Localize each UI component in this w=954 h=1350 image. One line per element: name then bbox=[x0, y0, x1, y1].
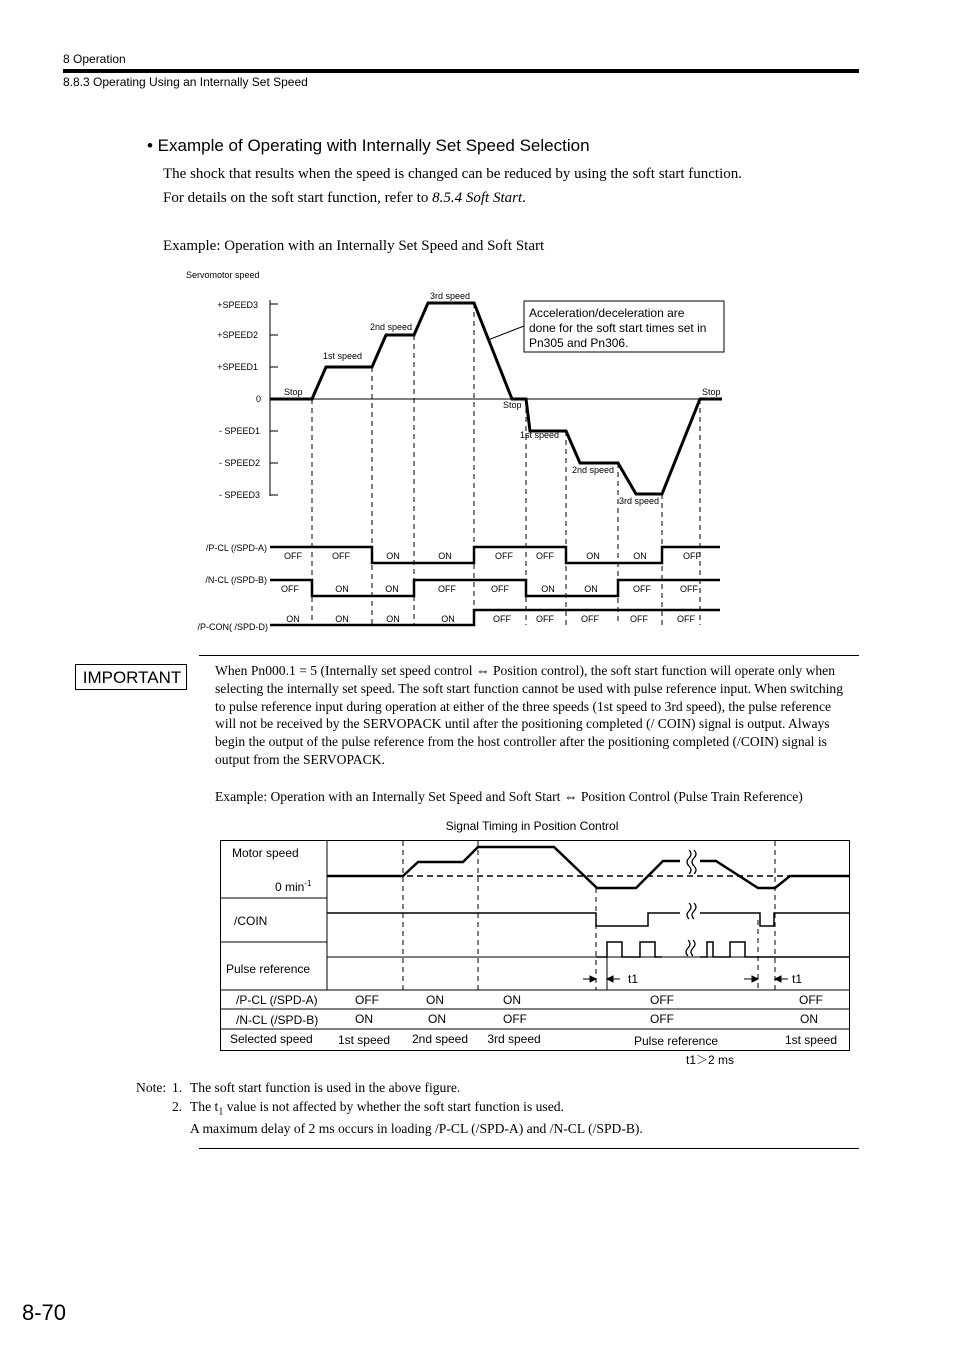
note-2-subscript: 1 bbox=[218, 1106, 224, 1118]
pcl-state-8: ON bbox=[633, 551, 647, 561]
intro-line-1: The shock that results when the speed is changed can be reduced by using the soft start function. bbox=[163, 166, 743, 182]
label-neg-1st-speed: 1st speed bbox=[520, 430, 560, 440]
pcl-state-2: OFF bbox=[332, 551, 350, 561]
callout-line-1: Acceleration/deceleration are bbox=[529, 306, 685, 320]
selected-row-3: 3rd speed bbox=[487, 1032, 541, 1046]
diagram2-title: Signal Timing in Position Control bbox=[445, 819, 619, 833]
ncl-state-3: ON bbox=[385, 584, 399, 594]
pcon-state-4: ON bbox=[441, 614, 455, 624]
ncl-state-2: ON bbox=[335, 584, 349, 594]
pcl-row-3: ON bbox=[503, 993, 521, 1007]
header-chapter: 8 Operation bbox=[63, 52, 126, 66]
pcl-state-9: OFF bbox=[683, 551, 701, 561]
ncl-state-5: OFF bbox=[491, 584, 509, 594]
pcon-state-3: ON bbox=[386, 614, 400, 624]
ncl-row-1: ON bbox=[355, 1012, 373, 1026]
label-neg-3rd-speed: 3rd speed bbox=[619, 496, 660, 506]
label-neg-2nd-speed: 2nd speed bbox=[572, 465, 615, 475]
pcl-state-5: OFF bbox=[495, 551, 513, 561]
callout-line-3: Pn305 and Pn306. bbox=[529, 336, 629, 350]
signal-ncl-name: /N-CL (/SPD-B) bbox=[205, 575, 267, 585]
pcon-state-8: OFF bbox=[630, 614, 648, 624]
pcon-state-5: OFF bbox=[493, 614, 511, 624]
label-1st-speed: 1st speed bbox=[323, 351, 363, 361]
row-motor-speed: Motor speed bbox=[232, 846, 299, 860]
row-coin: /COIN bbox=[234, 914, 268, 928]
ncl-row-2: ON bbox=[428, 1012, 446, 1026]
note-2-part-a: The t bbox=[190, 1099, 219, 1114]
notes-label: Note: bbox=[136, 1080, 167, 1095]
ncl-row-3: OFF bbox=[503, 1012, 527, 1026]
pcl-row-1: OFF bbox=[355, 993, 379, 1007]
level-minus-speed3: - SPEED3 bbox=[218, 490, 260, 500]
important-label: IMPORTANT bbox=[75, 664, 187, 690]
selected-row-4: Pulse reference bbox=[633, 1034, 719, 1048]
label-stop-2: Stop bbox=[503, 400, 522, 410]
pcl-row-4: OFF bbox=[650, 993, 674, 1007]
pcl-state-4: ON bbox=[438, 551, 452, 561]
example-1-caption: Example: Operation with an Internally Set Speed and Soft Start bbox=[163, 238, 545, 254]
row-pcl: /P-CL (/SPD-A) bbox=[236, 993, 318, 1007]
row-pulse-ref: Pulse reference bbox=[226, 962, 311, 976]
level-plus-speed3: +SPEED3 bbox=[217, 300, 258, 310]
note-2-continued: A maximum delay of 2 ms occurs in loading /P-CL (/SPD-A) and /N-CL (/SPD-B). bbox=[190, 1121, 643, 1136]
selected-row-5: 1st speed bbox=[784, 1033, 838, 1047]
pcon-state-6: OFF bbox=[536, 614, 554, 624]
ncl-state-8: OFF bbox=[633, 584, 651, 594]
note-2-number: 2. bbox=[172, 1099, 183, 1114]
soft-start-reference-link[interactable]: 8.5.4 Soft Start bbox=[432, 190, 523, 206]
callout-line-2: done for the soft start times set in bbox=[529, 321, 707, 335]
example-2-caption: Example: Operation with an Internally Set Speed and Soft Start ⇔ Position Control (Pulse Train Reference) bbox=[215, 789, 803, 804]
t1-markers bbox=[583, 942, 788, 990]
note-1-number: 1. bbox=[172, 1080, 183, 1095]
pcl-row-5: OFF bbox=[799, 993, 823, 1007]
selected-row-1: 1st speed bbox=[337, 1033, 391, 1047]
ncl-state-9: OFF bbox=[680, 584, 698, 594]
row-ncl: /N-CL (/SPD-B) bbox=[236, 1013, 319, 1027]
header-section: 8.8.3 Operating Using an Internally Set Speed bbox=[63, 75, 308, 89]
ncl-state-4: OFF bbox=[438, 584, 456, 594]
pcl-state-1: OFF bbox=[284, 551, 302, 561]
intro-line-2-suffix: . bbox=[522, 190, 526, 206]
selected-row-2: 2nd speed bbox=[411, 1032, 469, 1046]
pcon-state-2: ON bbox=[335, 614, 349, 624]
diagram1-ylabel: Servomotor speed bbox=[186, 270, 260, 280]
label-stop-3: Stop bbox=[702, 387, 721, 397]
note-2-part-b: value is not affected by whether the soft start function is used. bbox=[223, 1099, 564, 1114]
level-plus-speed2: +SPEED2 bbox=[217, 330, 258, 340]
label-stop-1: Stop bbox=[284, 387, 303, 397]
signal-pcl-name: /P-CL (/SPD-A) bbox=[205, 543, 267, 553]
t1-label-1: t1 bbox=[628, 972, 639, 986]
note-2 bbox=[190, 1099, 564, 1118]
signal-pcon-name: /P-CON( /SPD-D) bbox=[197, 622, 268, 632]
motor-speed-trace bbox=[327, 847, 680, 888]
pcl-state-7: ON bbox=[586, 551, 600, 561]
row-zero-speed-base: 0 min bbox=[275, 880, 305, 894]
pcl-row-2: ON bbox=[426, 993, 444, 1007]
important-text: When Pn000.1 = 5 (Internally set speed control ⇔ Position control), the soft start function will operate only when selecting the internally set speed. The soft start function cannot be used with pulse reference input. When switching to pulse reference input during operation at either of the three speeds (1st speed to 3rd speed), the pulse reference will not be received by the SERVOPACK until after the positioning completed (/ COIN) signal is output. Always begin the output of the pulse reference from the host controller after the positioning completed (/COIN) signal is output from the SERVOPACK. bbox=[215, 663, 844, 767]
level-zero: 0 bbox=[255, 394, 261, 404]
level-plus-speed1: +SPEED1 bbox=[217, 362, 258, 372]
row-zero-speed bbox=[275, 879, 312, 894]
ncl-state-1: OFF bbox=[281, 584, 299, 594]
pulse-train-1 bbox=[596, 942, 662, 957]
ncl-state-6: ON bbox=[541, 584, 555, 594]
ncl-row-5: ON bbox=[800, 1012, 818, 1026]
ncl-state-7: ON bbox=[584, 584, 598, 594]
notes-bottom-rule bbox=[199, 1148, 859, 1149]
ncl-row-4: OFF bbox=[650, 1012, 674, 1026]
label-2nd-speed: 2nd speed bbox=[370, 322, 413, 332]
pcon-state-9: OFF bbox=[677, 614, 695, 624]
pcon-state-1: ON bbox=[286, 614, 300, 624]
note-1: The soft start function is used in the above figure. bbox=[190, 1080, 461, 1095]
pcl-state-3: ON bbox=[386, 551, 400, 561]
t1-label-2: t1 bbox=[792, 972, 803, 986]
motor-speed-trace-2 bbox=[700, 861, 850, 888]
row-selected: Selected speed bbox=[230, 1032, 313, 1046]
pcon-state-7: OFF bbox=[581, 614, 599, 624]
page-number: 8-70 bbox=[22, 1300, 67, 1325]
section-title: • Example of Operating with Internally Set Speed Selection bbox=[147, 136, 590, 155]
label-3rd-speed: 3rd speed bbox=[430, 291, 471, 301]
intro-line-2-prefix: For details on the soft start function, refer to bbox=[163, 190, 433, 206]
pcl-state-6: OFF bbox=[536, 551, 554, 561]
coin-trace bbox=[327, 913, 680, 926]
level-minus-speed1: - SPEED1 bbox=[218, 426, 260, 436]
break-marks bbox=[686, 850, 696, 956]
row-zero-speed-sup: -1 bbox=[304, 879, 312, 888]
t1-note: t1＞2 ms bbox=[686, 1053, 735, 1067]
level-minus-speed2: - SPEED2 bbox=[218, 458, 260, 468]
